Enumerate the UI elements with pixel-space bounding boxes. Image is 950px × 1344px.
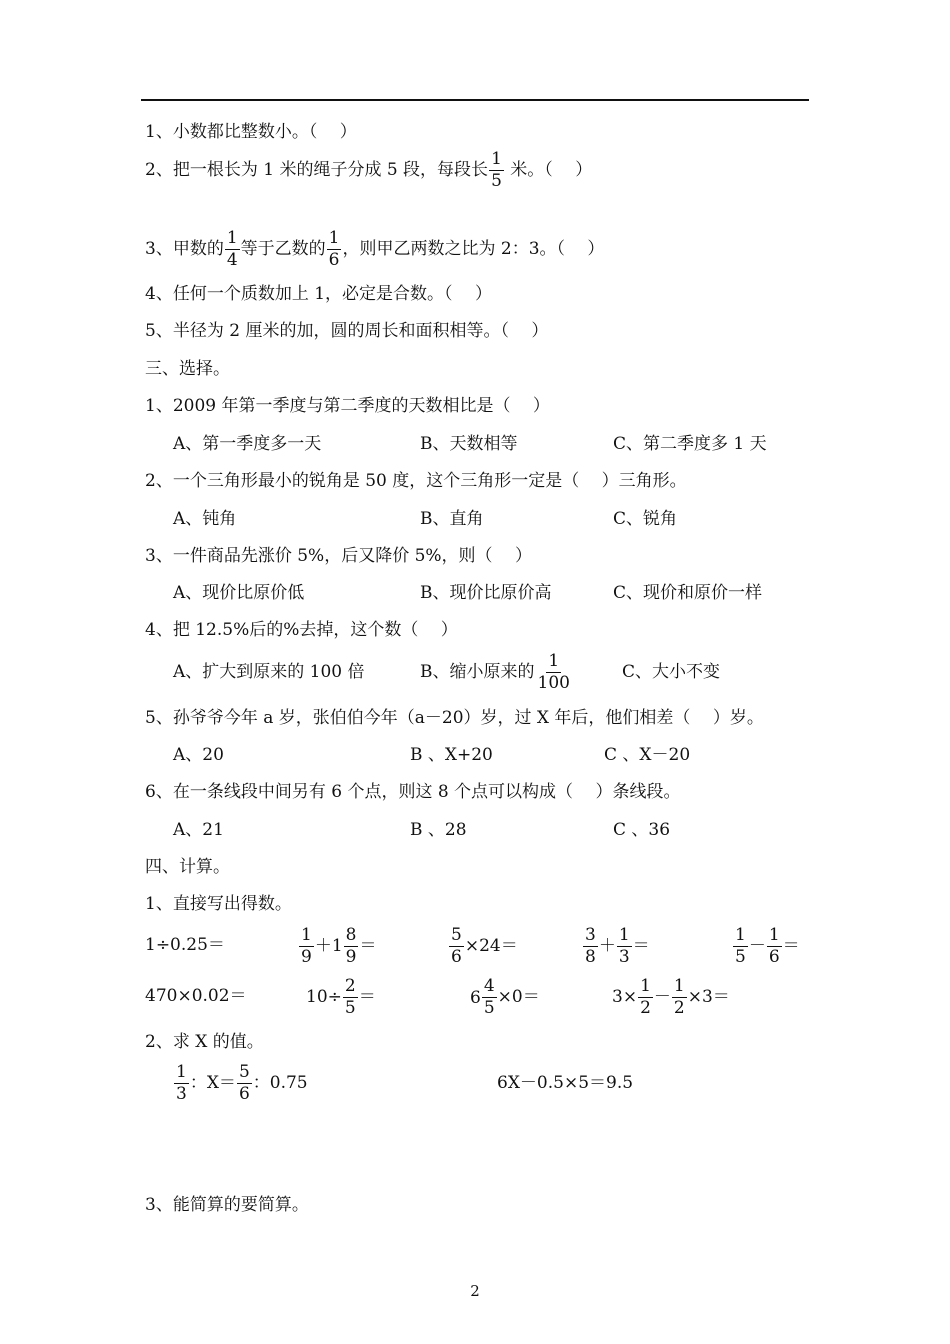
judge-q2-tail: 米。（ ）: [504, 160, 593, 180]
expr-4: $\frac{3}{8}$ ＋ $\frac{1}{3}$ ＝: [585, 925, 650, 967]
fraction: $\frac{1}{100}$: [537, 651, 570, 693]
fraction: $\frac{1}{4}$: [226, 228, 238, 270]
fraction: $\frac{1}{3}$: [176, 1062, 187, 1104]
fraction: $\frac{1}{6}$: [768, 925, 780, 967]
choice-q6: 6、在一条线段中间另有 6 个点，则这 8 个点可以构成（ ）条线段。: [145, 782, 681, 802]
choice-q2-option-b: B、直角: [420, 509, 484, 529]
choice-q4-option-c: C、大小不变: [622, 662, 721, 682]
choice-q1-option-c: C、第二季度多 1 天: [613, 434, 767, 454]
expr-1: 1÷0.25＝: [145, 935, 225, 955]
page-number: 2: [470, 1282, 480, 1300]
choice-q5-option-a: A、20: [173, 745, 224, 765]
choice-q5: 5、孙爷爷今年 a 岁，张伯伯今年（a－20）岁，过 X 年后，他们相差（ ）岁。: [145, 708, 764, 728]
equation-1: $\frac{1}{3}$ ：X＝ $\frac{5}{6}$ ：0.75: [176, 1062, 308, 1104]
fraction: $\frac{8}{9}$: [345, 925, 357, 967]
fraction: $\frac{2}{5}$: [344, 976, 356, 1018]
expr-7: 10÷ $\frac{2}{5}$ ＝: [306, 976, 376, 1018]
choice-q4-option-a: A、扩大到原来的 100 倍: [173, 662, 365, 682]
fraction: $\frac{1}{2}$: [673, 976, 685, 1018]
mixed-number: 6 $\frac{4}{5}$: [470, 976, 495, 1018]
expr-6: 470×0.02＝: [145, 986, 247, 1006]
calc-heading: 四、计算。: [145, 857, 230, 877]
choice-q4: 4、把 12.5%后的%去掉，这个数（ ）: [145, 620, 458, 640]
equation-2: 6X－0.5×5＝9.5: [497, 1073, 634, 1093]
fraction: $\frac{1}{6}$: [328, 228, 340, 270]
choice-q3-option-a: A、现价比原价低: [173, 583, 305, 603]
judge-q4: 4、任何一个质数加上 1，必定是合数。（ ）: [145, 284, 492, 304]
choice-q5-option-b: B 、X+20: [410, 745, 493, 765]
calc-section2-title: 2、求 X 的值。: [145, 1032, 264, 1052]
expr-9: 3× $\frac{1}{2}$ － $\frac{1}{2}$ ×3＝: [612, 976, 730, 1018]
choice-heading: 三、选择。: [145, 359, 230, 379]
choice-q6-option-b: B 、28: [410, 820, 467, 840]
choice-q3-option-b: B、现价比原价高: [420, 583, 552, 603]
choice-q2-option-a: A、钝角: [173, 509, 237, 529]
choice-q1-option-a: A、第一季度多一天: [173, 434, 322, 454]
judge-q2: [145, 150, 592, 191]
header-rule: [141, 99, 809, 101]
expr-2: $\frac{1}{9}$ ＋1 $\frac{8}{9}$ ＝: [301, 925, 377, 967]
choice-q1: 1、2009 年第一季度与第二季度的天数相比是（ ）: [145, 396, 550, 416]
calc-section1-title: 1、直接写出得数。: [145, 894, 292, 914]
judge-q1: 1、小数都比整数小。（ ）: [145, 122, 357, 142]
fraction: $\frac{1}{2}$: [640, 976, 651, 1018]
fraction: $\frac{5}{6}$: [451, 925, 462, 967]
calc-section3-title: 3、能简算的要简算。: [145, 1195, 309, 1215]
choice-q6-option-a: A、21: [173, 820, 224, 840]
expr-5: $\frac{1}{5}$ － $\frac{1}{6}$ ＝: [735, 925, 800, 967]
choice-q1-option-b: B、天数相等: [420, 434, 518, 454]
fraction: $\frac{1}{9}$: [301, 925, 312, 967]
fraction: $\frac{5}{6}$: [238, 1062, 250, 1104]
expr-3: $\frac{5}{6}$ ×24＝: [451, 925, 518, 967]
judge-q2-text: 2、把一根长为 1 米的绳子分成 5 段，每段长: [145, 160, 489, 180]
choice-q6-option-c: C 、36: [613, 820, 671, 840]
fraction: $\frac{4}{5}$: [483, 976, 495, 1018]
judge-q5: 5、半径为 2 厘米的加，圆的周长和面积相等。（ ）: [145, 321, 549, 341]
expr-8: 6 $\frac{4}{5}$ ×0＝: [470, 976, 540, 1018]
choice-q2-option-c: C、锐角: [613, 509, 678, 529]
choice-q4-option-b: B、缩小原来的 $\frac{1}{100}$: [420, 651, 570, 693]
choice-q3: 3、一件商品先涨价 5%，后又降价 5%，则（ ）: [145, 546, 532, 566]
fraction: $\frac{3}{8}$: [585, 925, 596, 967]
judge-q3: 3、甲数的 $\frac{1}{4}$ 等于乙数的 $\frac{1}{6}$ ，则甲乙两数之比为 2：3。（ ）: [145, 228, 605, 270]
choice-q2: 2、一个三角形最小的锐角是 50 度，这个三角形一定是（ ）三角形。: [145, 471, 687, 491]
choice-q3-option-c: C、现价和原价一样: [613, 583, 763, 603]
fraction: $\frac{1}{3}$: [618, 925, 630, 967]
fraction: $\frac{1}{5}$: [735, 925, 746, 967]
choice-q5-option-c: C 、X－20: [604, 745, 691, 765]
fraction: $\frac{1}{5}$: [491, 149, 502, 191]
